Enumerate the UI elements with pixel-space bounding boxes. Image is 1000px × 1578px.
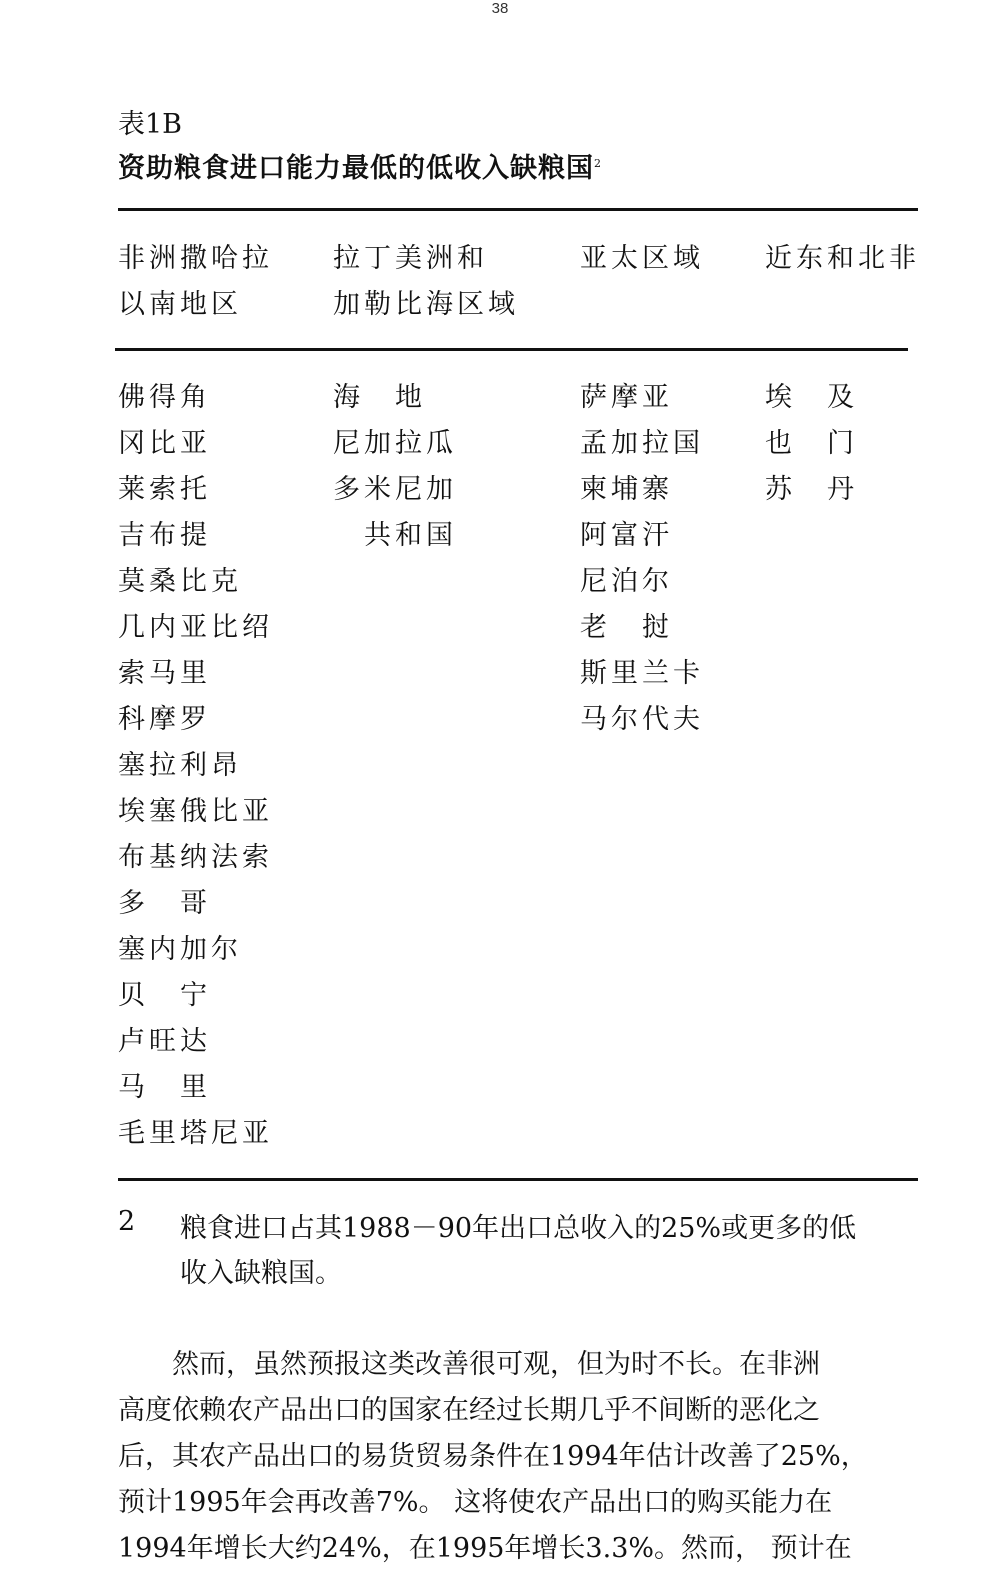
table-title-note: 2 [594, 157, 602, 170]
country-cell: 海 地 [333, 382, 426, 413]
country-cell: 埃 及 [765, 382, 858, 413]
column-africa [118, 375, 273, 1157]
body-line: 预计1995年会再改善7%。 这将使农产品出口的购买能力在 [118, 1487, 833, 1518]
header-line: 拉丁美洲和 [333, 243, 488, 274]
country-cell: 几内亚比绍 [118, 612, 273, 643]
country-cell: 莱索托 [118, 474, 211, 505]
body-paragraph [118, 1342, 918, 1572]
body-line: 1994年增长大约24%，在1995年增长3.3%。然而， 预计在 [118, 1533, 852, 1564]
column-asia-pacific [580, 375, 704, 743]
country-cell: 萨摩亚 [580, 382, 673, 413]
header-line: 以南地区 [118, 289, 242, 320]
header-asia-pacific [580, 236, 704, 282]
footnote-text [180, 1206, 980, 1296]
column-latin-america [333, 375, 457, 559]
header-line: 加勒比海区域 [333, 289, 519, 320]
country-cell: 尼泊尔 [580, 566, 673, 597]
table-header-rule [115, 348, 908, 351]
country-cell: 老 挝 [580, 612, 673, 643]
country-cell: 阿富汗 [580, 520, 673, 551]
country-cell: 莫桑比克 [118, 566, 242, 597]
page-number: 38 [491, 0, 509, 17]
country-cell: 马 里 [118, 1072, 211, 1103]
country-cell: 埃塞俄比亚 [118, 796, 273, 827]
country-cell: 尼加拉瓜 [333, 428, 457, 459]
column-near-east [765, 375, 858, 513]
country-cell: 多米尼加 [333, 474, 457, 505]
country-cell: 布基纳法索 [118, 842, 273, 873]
header-latin-america [333, 236, 519, 328]
table-title-text: 资助粮食进口能力最低的低收入缺粮国 [118, 153, 594, 184]
country-cell: 柬埔寨 [580, 474, 673, 505]
header-line: 亚太区域 [580, 243, 704, 274]
country-cell: 多 哥 [118, 888, 211, 919]
table-title [118, 146, 602, 185]
country-cell: 斯里兰卡 [580, 658, 704, 689]
country-cell: 佛得角 [118, 382, 211, 413]
country-cell: 塞内加尔 [118, 934, 242, 965]
country-cell: 马尔代夫 [580, 704, 704, 735]
header-near-east [765, 236, 920, 282]
country-cell: 毛里塔尼亚 [118, 1118, 273, 1149]
country-cell: 苏 丹 [765, 474, 858, 505]
country-cell: 科摩罗 [118, 704, 211, 735]
country-cell: 塞拉利昂 [118, 750, 242, 781]
header-africa [118, 236, 273, 328]
header-line: 非洲撒哈拉 [118, 243, 273, 274]
body-line: 高度依赖农产品出口的国家在经过长期几乎不间断的恶化之 [118, 1395, 820, 1426]
country-cell: 索马里 [118, 658, 211, 689]
country-cell: 吉布提 [118, 520, 211, 551]
footnote-line: 粮食进口占其1988－90年出口总收入的25%或更多的低 [180, 1213, 857, 1244]
country-cell: 共和国 [333, 520, 457, 551]
footnote-number: 2 [118, 1206, 136, 1237]
body-line: 然而，虽然预报这类改善很可观，但为时不长。在非洲 [118, 1349, 820, 1380]
country-cell: 贝 宁 [118, 980, 211, 1011]
header-line: 近东和北非 [765, 243, 920, 274]
country-cell: 孟加拉国 [580, 428, 704, 459]
country-cell: 冈比亚 [118, 428, 211, 459]
table-bottom-rule [118, 1178, 918, 1181]
country-cell: 也 门 [765, 428, 858, 459]
country-cell: 卢旺达 [118, 1026, 211, 1057]
body-line: 后，其农产品出口的易货贸易条件在1994年估计改善了25%， [118, 1441, 868, 1472]
table-label: 表1B [118, 109, 183, 140]
table-top-rule [118, 208, 918, 211]
footnote-line: 收入缺粮国。 [180, 1258, 342, 1289]
